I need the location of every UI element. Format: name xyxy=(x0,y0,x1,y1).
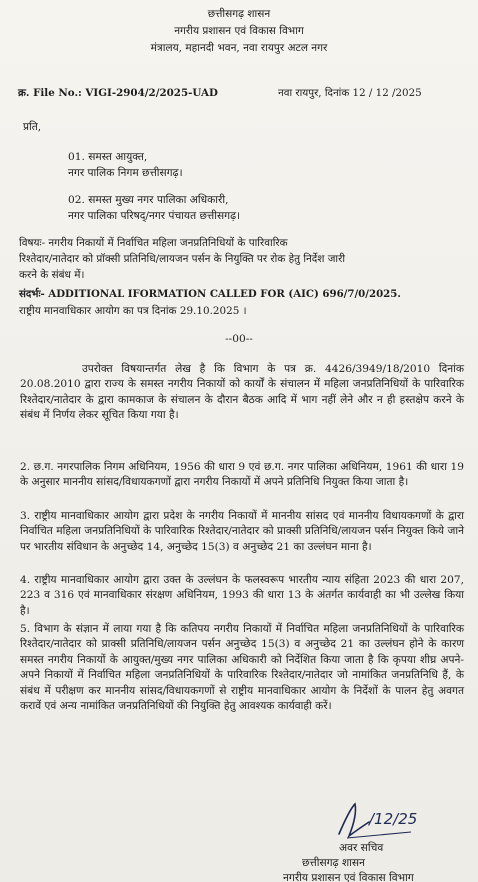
reference-line1: संदर्भः- ADDITIONAL IFORMATION CALLED FOR (AIC) 696/7/0/2025. xyxy=(19,288,401,300)
prati-label: प्रति, xyxy=(23,121,42,133)
header-address: मंत्रालय, महानदी भवन, नवा रायपुर अटल नगर xyxy=(150,42,328,54)
paragraph-2: 2. छ.ग. नगरपालिक निगम अधिनियम, 1956 की धारा 9 एवं छ.ग. नगर पालिका अधिनियम, 1961 की धारा 19 के अनुसार माननीय सांसद/विधायकगणों द्वारा नगरीय निकायों में अपने प्रतिनिधि नियुक्त किया जाता है। xyxy=(20,461,464,489)
subject-line1: विषयः- नगरीय निकायों में निर्वाचित महिला जनप्रतिनिधियों के पारिवारिक xyxy=(19,237,288,249)
recipient-2-line2: नगर पालिका परिषद्/नगर पंचायत छत्तीसगढ़। xyxy=(68,210,241,222)
signatory-designation: अवर सचिव xyxy=(339,842,384,854)
header-department: नगरीय प्रशासन एवं विकास विभाग xyxy=(174,25,304,37)
signatory-department: नगरीय प्रशासन एवं विकास विभाग xyxy=(283,872,414,882)
subject-line3: करने के संबंध में। xyxy=(19,269,85,281)
file-number: क्र. File No.: VIGI-2904/2/2025-UAD xyxy=(18,87,218,99)
subject-line2: रिश्तेदार/नातेदार को प्रॉक्सी प्रतिनिधि/लायजन पर्सन के नियुक्ति पर रोक हेतु निर्देश जारी xyxy=(19,253,346,265)
paragraph-3: 3. राष्ट्रीय मानवाधिकार आयोग द्वारा प्रदेश के नगरीय निकायों में माननीय सांसद एवं माननीय विधायकगणों के द्वारा निर्वाचित महिला जनप्रतिनिधियों के पारिवारिक रिश्तेदार/नातेदार को प्राक्सी प्रतिनिधि/लायजन पर्सन नियुक्त किये जाने पर भारतीय संविधान के अनुच्छेद 14, अनुच्छेद 15(3) व अनुच्छेद 21 का उल्लंघन माना है। xyxy=(20,510,464,553)
handwritten-signature xyxy=(333,800,423,842)
place-date: नवा रायपुर, दिनांक 12 / 12 /2025 xyxy=(278,87,422,99)
paragraph-1: उपरोक्त विषयान्तर्गत लेख है कि विभाग के पत्र क्र. 4426/3949/18/2010 दिनांक 20.08.2010 द्वारा राज्य के समस्त नगरीय निकायों को कार्यों के संचालन में महिला जनप्रतिनिधियों के पारिवारिक रिश्तेदार/नातेदार के द्वारा कामकाज के संचालन के दौरान बैठक आदि में भाग नहीं लेने और न ही हस्तक्षेप करने के संबंध में निर्णय लेकर सूचित किया गया है। xyxy=(20,363,464,422)
separator: --00-- xyxy=(225,333,253,345)
recipient-1-line2: नगर पालिक निगम छत्तीसगढ़। xyxy=(68,167,183,179)
recipient-2-line1: 02. समस्त मुख्य नगर पालिका अधिकारी, xyxy=(68,194,229,206)
paragraph-4: 4. राष्ट्रीय मानवाधिकार आयोग द्वारा उक्त के उल्लंघन के फलस्वरूप भारतीय न्याय संहिता 2023 की धारा 207, 223 व 316 एवं मानवाधिकार संरक्षण अधिनियम, 1993 की धारा 13 के अंतर्गत कार्यवाही का भी उल्लेख किया है। xyxy=(20,574,464,617)
paragraph-5: 5. विभाग के संज्ञान में लाया गया है कि कतिपय नगरीय निकायों में निर्वाचित महिला जनप्रतिनिधियों के पारिवारिक रिश्तेदार/नातेदार को प्राक्सी प्रतिनिधि/लायजन पर्सन अनुच्छेद 15(3) व अनुच्छेद 21 का उल्लंघन होने के कारण समस्त नगरीय निकायों के आयुक्त/मुख्य नगर पालिका अधिकारी को निर्देशित किया जाता है कि कृपया शीघ्र अपने-अपने निकायों में निर्वाचित महिला जनप्रतिनिधियों के पारिवारिक रिश्तेदार/नातेदार जो नामांकित जनप्रतिनिधि हैं, के संबंध में परीक्षण कर माननीय सांसद/विधायकगणों से राष्ट्रीय मानवाधिकार आयोग के निर्देशों के पालन हेतु अवगत करावें एवं अन्य नामांकित जनप्रतिनिधियों की नियुक्ति हेतु आवश्यक कार्यवाही करें। xyxy=(20,623,464,713)
signature-date: /12/25 xyxy=(369,810,418,828)
reference-line2: राष्ट्रीय मानवाधिकार आयोग का पत्र दिनांक 29.10.2025 । xyxy=(19,305,247,317)
signatory-government: छत्तीसगढ़ शासन xyxy=(302,857,365,869)
recipient-1-line1: 01. समस्त आयुक्त, xyxy=(68,151,148,163)
header-government: छत्तीसगढ़ शासन xyxy=(207,8,271,20)
